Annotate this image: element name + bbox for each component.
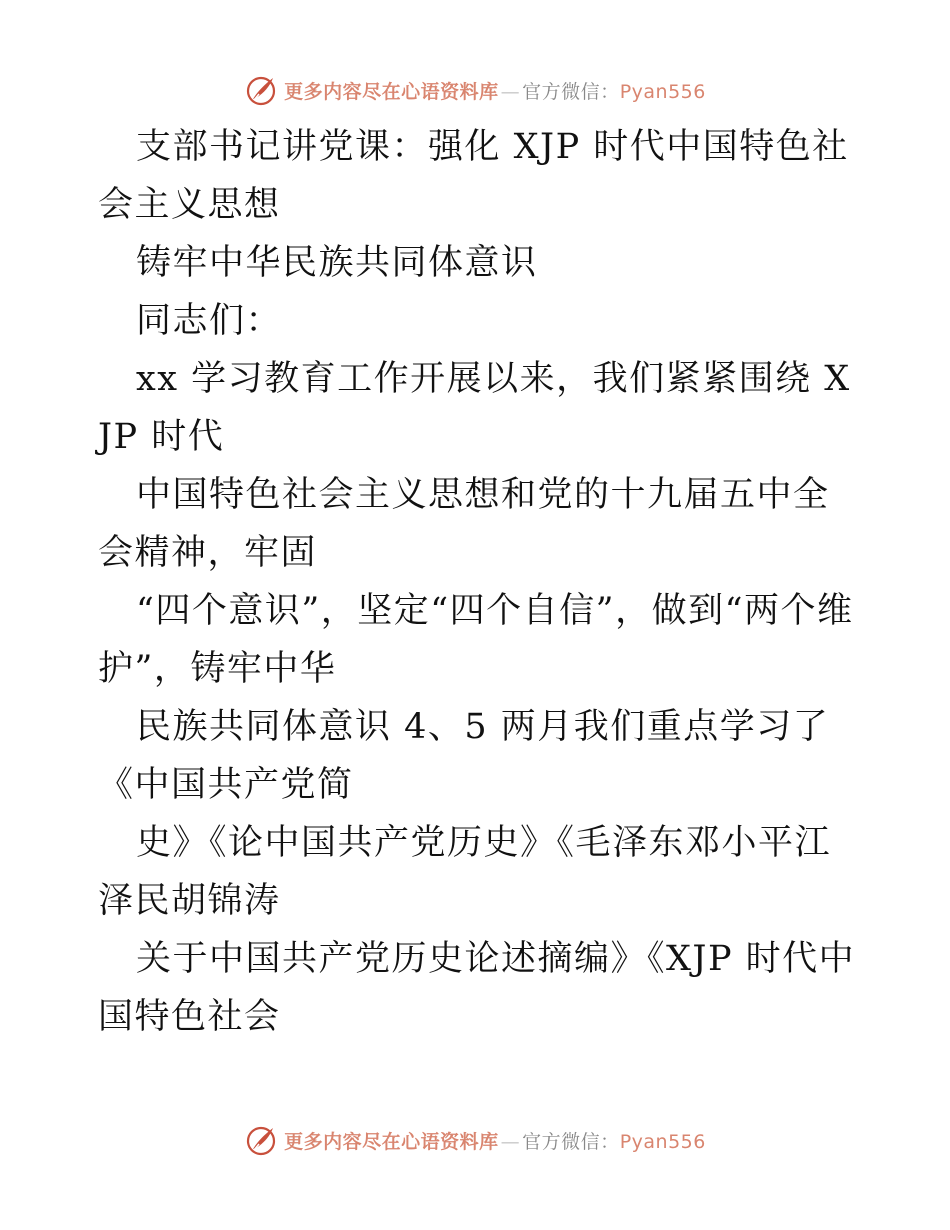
watermark-text [284, 77, 706, 104]
watermark-wechat-id: Pyan556 [619, 1130, 706, 1153]
body-paragraph: xx 学习教育工作开展以来，我们紧紧围绕 XJP 时代 [98, 359, 851, 457]
document-body [98, 118, 858, 1046]
body-paragraph: 关于中国共产党历史论述摘编》《XJP 时代中国特色社会 [98, 939, 856, 1037]
watermark-separator: — [500, 80, 521, 103]
body-paragraph: 中国特色社会主义思想和党的十九届五中全会精神，牢固 [98, 475, 830, 573]
footer-watermark [0, 1120, 950, 1160]
watermark-wechat-id: Pyan556 [619, 80, 706, 103]
body-paragraph: 民族共同体意识 4、5 两月我们重点学习了《中国共产党简 [98, 707, 830, 805]
watermark-main: 更多内容尽在心语资料库 [284, 1130, 499, 1153]
watermark-banner [244, 1123, 706, 1157]
watermark-banner [244, 73, 706, 107]
document-title-line: 支部书记讲党课：强化 XJP 时代中国特色社会主义思想 [98, 127, 849, 225]
body-paragraph: 史》《论中国共产党历史》《毛泽东邓小平江泽民胡锦涛 [98, 823, 832, 921]
document-subtitle-line: 铸牢中华民族共同体意识 [136, 243, 538, 283]
watermark-main: 更多内容尽在心语资料库 [284, 80, 499, 103]
quill-pen-logo-icon [244, 73, 278, 107]
watermark-label: 官方微信： [522, 80, 620, 103]
body-paragraph: “四个意识”，坚定“四个自信”，做到“两个维护”，铸牢中华 [98, 591, 854, 689]
header-watermark [0, 70, 950, 110]
salutation: 同志们： [136, 301, 283, 341]
quill-pen-logo-icon [244, 1123, 278, 1157]
watermark-label: 官方微信： [522, 1130, 620, 1153]
watermark-separator: — [500, 1130, 521, 1153]
watermark-text [284, 1127, 706, 1154]
